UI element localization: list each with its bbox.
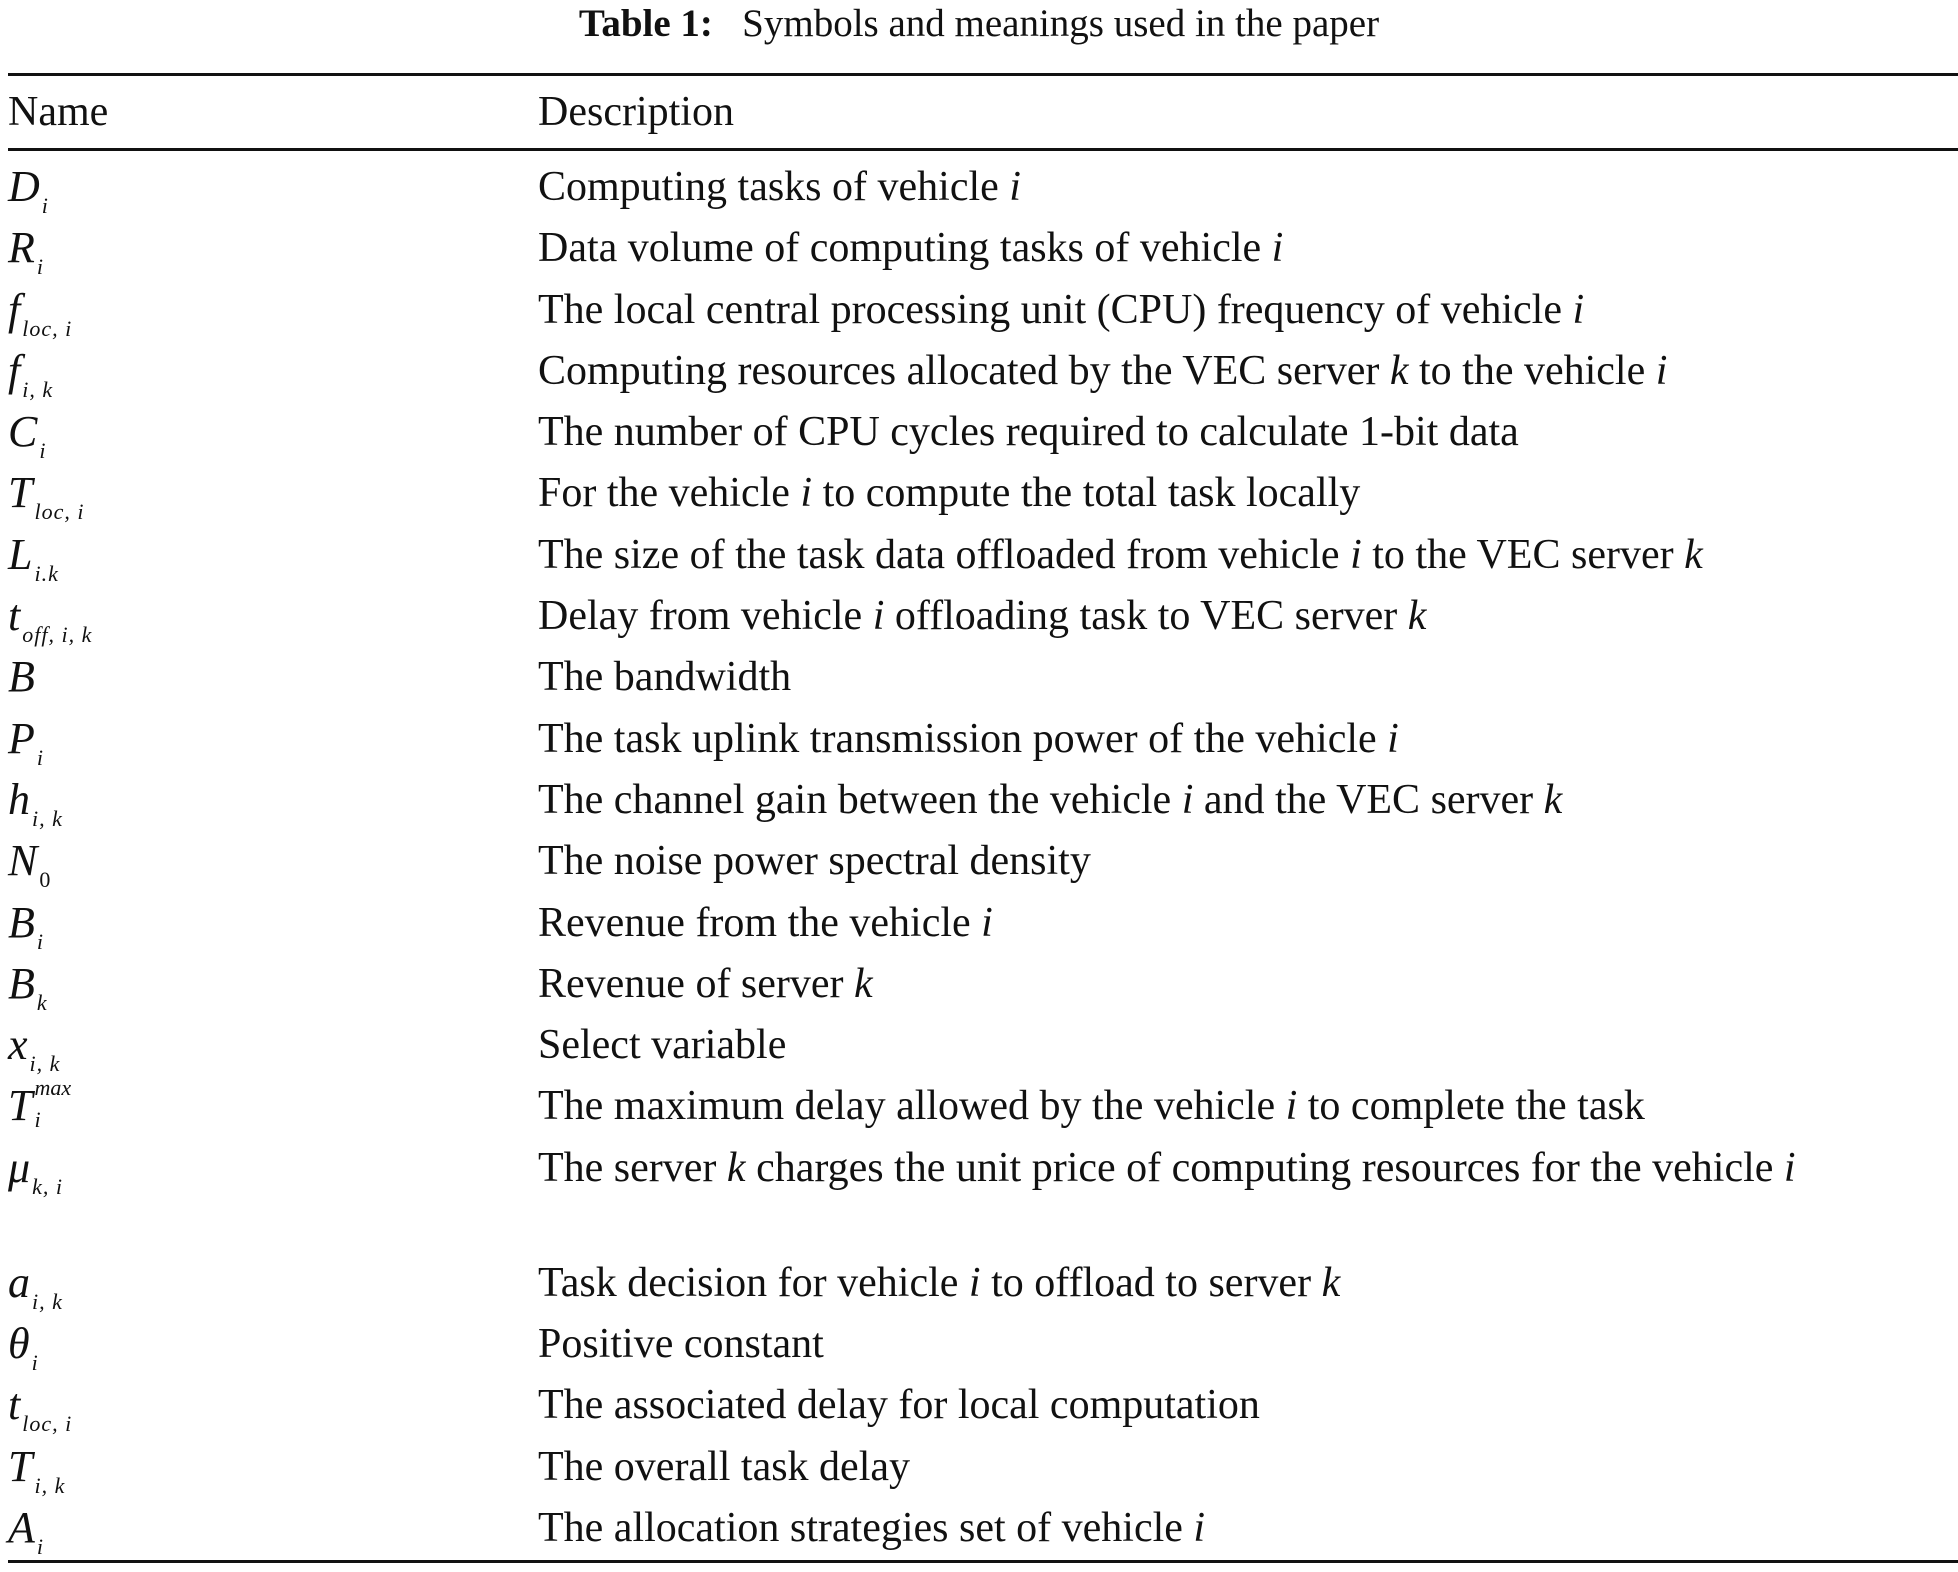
symbol-cell <box>8 652 35 703</box>
symbol-subscript: i <box>39 438 47 464</box>
description-cell <box>538 285 1958 335</box>
symbol-cell <box>8 836 51 905</box>
description-variable: k <box>854 960 873 1007</box>
symbol-base: N <box>8 836 38 886</box>
description-text: The task uplink transmission power of the vehicle <box>538 715 1388 762</box>
symbol-subscript: i <box>34 1107 41 1133</box>
symbol-subscript: i <box>36 744 45 770</box>
description-variable: i <box>1271 225 1284 272</box>
description-cell <box>538 1081 1958 1131</box>
description-text: The bandwidth <box>538 654 792 701</box>
description-cell <box>538 1020 1958 1070</box>
symbol-cell <box>8 1442 65 1511</box>
description-text: to the VEC server <box>1361 531 1685 578</box>
description-variable: i <box>872 593 885 640</box>
description-variable: i <box>1655 347 1668 394</box>
symbol-cell <box>8 223 44 292</box>
symbol-base: f <box>8 345 21 395</box>
description-cell <box>538 652 1958 702</box>
symbol-subscript: i <box>36 254 45 280</box>
description-text: The overall task delay <box>538 1443 911 1490</box>
description-text: The server <box>538 1144 727 1191</box>
symbol-cell <box>8 1319 39 1388</box>
description-text: to complete the task <box>1297 1083 1645 1130</box>
description-text: For the vehicle <box>538 470 801 517</box>
description-variable: k <box>1407 593 1427 640</box>
table-row <box>0 1075 1958 1142</box>
symbol-cell <box>8 1075 102 1133</box>
symbol-cell <box>8 775 63 844</box>
description-variable: i <box>800 470 813 517</box>
table-row <box>0 468 1958 529</box>
description-text: The local central processing unit (CPU) frequency of vehicle <box>538 286 1573 333</box>
description-variable: i <box>1181 776 1194 823</box>
description-cell <box>538 1319 1958 1369</box>
description-text: Data volume of computing tasks of vehicle <box>538 225 1272 272</box>
symbol-cell <box>8 898 44 967</box>
symbol-base: t <box>8 1380 21 1430</box>
description-cell <box>538 714 1958 764</box>
symbol-superscript: max <box>34 1075 72 1101</box>
symbol-base: T <box>8 1441 33 1491</box>
table-row <box>0 1503 1958 1564</box>
description-variable: k <box>1389 347 1409 394</box>
description-text: The maximum delay allowed by the vehicle <box>538 1083 1286 1130</box>
table-top-rule <box>8 73 1958 76</box>
symbol-base: T <box>8 1081 33 1131</box>
table-row <box>0 775 1958 836</box>
table-row <box>0 1143 1958 1258</box>
table-row <box>0 162 1958 223</box>
symbol-base: T <box>8 468 33 518</box>
symbol-base: a <box>8 1257 30 1307</box>
description-cell <box>538 530 1958 580</box>
table-row <box>0 285 1958 346</box>
description-cell <box>538 346 1958 396</box>
description-text: Revenue from the vehicle <box>538 899 982 946</box>
table-row <box>0 1380 1958 1441</box>
description-cell <box>538 1442 1958 1492</box>
symbol-base: P <box>8 713 35 763</box>
symbol-cell <box>8 1143 63 1212</box>
symbol-subscript: i, k <box>22 376 54 402</box>
symbol-subscript: k <box>36 989 48 1015</box>
table-row <box>0 407 1958 468</box>
symbol-subscript: loc, i <box>22 315 73 341</box>
symbol-cell <box>8 346 53 415</box>
description-variable: i <box>1285 1083 1298 1130</box>
symbol-cell <box>8 1258 63 1327</box>
description-cell <box>538 1503 1958 1553</box>
symbol-subscript: i, k <box>32 1288 63 1314</box>
symbol-base: x <box>8 1020 28 1070</box>
symbol-subscript: 0 <box>39 867 52 893</box>
description-text: Task decision for vehicle <box>538 1259 969 1306</box>
table-row <box>0 1020 1958 1081</box>
symbol-subscript: loc, i <box>22 1411 73 1437</box>
description-cell <box>538 407 1958 457</box>
symbol-scripts <box>32 1075 102 1133</box>
symbol-cell <box>8 959 48 1028</box>
description-cell <box>538 1380 1958 1430</box>
table-caption-label: Table 1: <box>578 2 713 45</box>
symbol-cell <box>8 1380 72 1449</box>
description-variable: k <box>1543 776 1563 823</box>
column-header-name: Name <box>8 89 109 135</box>
symbol-base: B <box>8 958 35 1008</box>
symbol-base: μ <box>8 1142 31 1192</box>
description-variable: i <box>1783 1144 1796 1191</box>
description-variable: i <box>1387 715 1399 762</box>
symbol-subscript: k, i <box>32 1173 63 1199</box>
symbol-base: h <box>8 774 30 824</box>
table-header-rule <box>8 148 1958 151</box>
description-text: to compute the total task locally <box>812 470 1361 517</box>
table-bottom-rule <box>8 1560 1958 1563</box>
table-row <box>0 1442 1958 1503</box>
table-header <box>0 86 1958 138</box>
symbol-cell <box>8 407 46 476</box>
table-row <box>0 714 1958 775</box>
symbol-subscript: i, k <box>34 1472 66 1498</box>
description-variable: i <box>1350 531 1362 578</box>
table-row <box>0 1319 1958 1380</box>
description-text: to offload to server <box>980 1259 1322 1306</box>
table-row <box>0 530 1958 591</box>
description-text: charges the unit price of computing resources for the vehicle <box>745 1144 1784 1191</box>
symbol-base: B <box>8 897 35 947</box>
symbol-subscript: loc, i <box>34 499 85 525</box>
symbol-cell <box>8 468 84 537</box>
description-cell <box>538 1143 1958 1193</box>
symbol-base: f <box>8 284 21 334</box>
symbol-subscript: i.k <box>34 560 59 586</box>
description-text: Revenue of server <box>538 960 855 1007</box>
symbol-base: B <box>8 652 35 702</box>
description-cell <box>538 1258 1958 1308</box>
description-text: Delay from vehicle <box>538 593 873 640</box>
description-text: The allocation strategies set of vehicle <box>538 1504 1194 1551</box>
description-variable: k <box>1684 531 1703 578</box>
symbol-base: A <box>8 1502 35 1552</box>
description-text: Computing resources allocated by the VEC server <box>538 347 1390 394</box>
description-text: and the VEC server <box>1193 776 1544 823</box>
description-text: The noise power spectral density <box>538 838 1091 885</box>
description-cell <box>538 162 1958 212</box>
symbol-subscript: i <box>36 1533 45 1559</box>
description-variable: i <box>1193 1504 1206 1551</box>
table-row <box>0 591 1958 652</box>
symbol-subscript: off, i, k <box>22 622 93 648</box>
description-text: The channel gain between the vehicle <box>538 776 1182 823</box>
symbol-subscript: i, k <box>32 805 63 831</box>
symbol-cell <box>8 714 44 783</box>
symbol-cell <box>8 530 59 599</box>
description-variable: k <box>726 1144 746 1191</box>
description-cell <box>538 836 1958 886</box>
symbol-base: t <box>8 591 21 641</box>
table-caption-text: Symbols and meanings used in the paper <box>742 2 1380 45</box>
description-cell <box>538 223 1958 273</box>
description-text: The associated delay for local computation <box>538 1382 1260 1429</box>
table-body <box>0 162 1958 1564</box>
symbol-base: R <box>8 223 35 273</box>
table-row <box>0 959 1958 1020</box>
description-text: The number of CPU cycles required to calculate 1-bit data <box>538 409 1519 456</box>
table-caption <box>0 2 1958 46</box>
description-variable: k <box>1321 1259 1341 1306</box>
table-row <box>0 1258 1958 1319</box>
symbol-subscript: i, k <box>29 1051 61 1077</box>
symbol-cell <box>8 591 92 660</box>
table-row <box>0 836 1958 897</box>
description-cell <box>538 775 1958 825</box>
description-cell <box>538 468 1958 518</box>
symbol-subscript: i <box>31 1350 39 1376</box>
table-row <box>0 652 1958 713</box>
symbol-cell <box>8 285 72 354</box>
symbol-base: C <box>8 407 38 457</box>
table-row <box>0 346 1958 407</box>
symbol-base: θ <box>8 1319 30 1369</box>
description-text: offloading task to VEC server <box>884 593 1408 640</box>
column-header-description: Description <box>538 89 734 135</box>
description-text: Computing tasks of vehicle <box>538 164 1010 210</box>
description-cell <box>538 898 1958 948</box>
description-variable: i <box>968 1259 981 1306</box>
description-variable: i <box>1009 164 1021 210</box>
description-text: to the vehicle <box>1408 347 1656 394</box>
description-cell <box>538 959 1958 1009</box>
description-variable: i <box>1572 286 1585 333</box>
symbol-subscript: i <box>41 193 49 218</box>
description-variable: i <box>981 899 993 946</box>
symbol-subscript: i <box>36 928 45 954</box>
table-row <box>0 898 1958 959</box>
description-cell <box>538 591 1958 641</box>
symbol-base: L <box>8 529 33 579</box>
symbol-cell <box>8 162 49 231</box>
description-text: Select variable <box>538 1022 787 1069</box>
description-text: The size of the task data offloaded from vehicle <box>538 531 1351 578</box>
table-row <box>0 223 1958 284</box>
symbol-base: D <box>8 162 40 211</box>
description-text: Positive constant <box>538 1321 824 1368</box>
